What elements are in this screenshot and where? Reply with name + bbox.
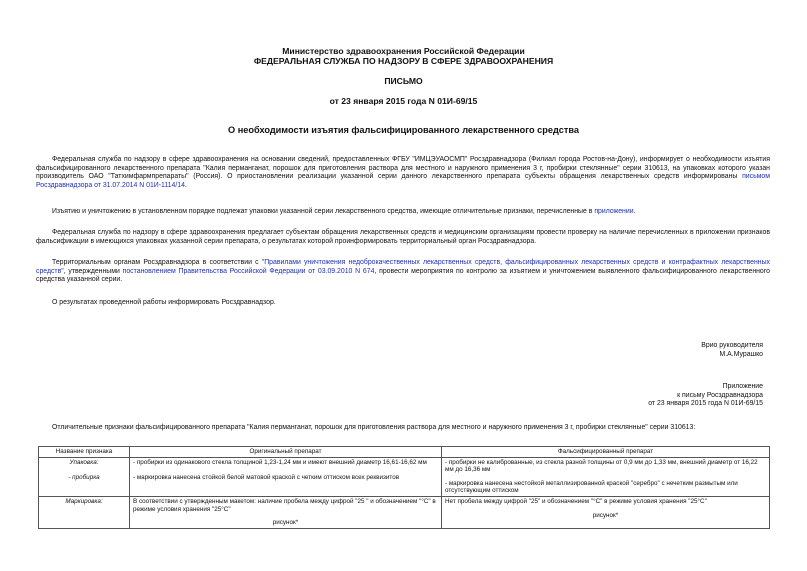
original-marking: - маркировка нанесена стойкой белой матовой краской с четким оттиском всех реквизитов (133, 474, 400, 482)
header-original: Оригинальный препарат (130, 447, 442, 458)
paragraph-4-text-c: , провести мероприятия по контролю за изъятием и уничтожением выявленного фальсифицированного лекарственного средства указанной серии. (36, 267, 770, 284)
paragraph-1-end: . (184, 181, 187, 189)
feature-packaging: Упаковка: (69, 458, 99, 466)
row-2-falsified (442, 496, 770, 528)
service-heading: ФЕДЕРАЛЬНАЯ СЛУЖБА ПО НАДЗОРУ В СФЕРЕ ЗДРАВООХРАНЕНИЯ (253, 56, 554, 66)
feature-tube: - пробирка (68, 474, 100, 482)
paragraph-2 (36, 208, 770, 217)
document-type: ПИСЬМО (384, 76, 423, 86)
row-2-feature: Маркировка: (39, 496, 130, 528)
signature-block (463, 342, 763, 359)
paragraph-4-text-a: Территориальным органам Росздравнадзора в соответствии с (52, 259, 262, 266)
falsified-tube-glass: - пробирки не калиброванные, из стекла разной толщины от 0,9 мм до 1,33 мм, внешний диаметр от 16,22 мм до 16,36 мм (445, 458, 758, 474)
signature-name: М.А.Мурашко (719, 350, 763, 358)
appendix-link[interactable]: приложении (594, 208, 634, 215)
header-feature-name: Название признака (39, 447, 130, 458)
table-row (39, 457, 770, 496)
paragraph-2-text: Изъятию и уничтожению в установленном порядке подлежат упаковки указанной серии лекарственного средства, имеющие отличительные признаки, перечисленные в (52, 208, 595, 215)
paragraph-5: О результатах проведенной работы информировать Росздравнадзор. (52, 299, 276, 306)
original-tube-glass: - пробирки из одинакового стекла толщиной 1,23-1,24 мм и имеют внешний диаметр 16,61-16,62 мм (133, 458, 427, 466)
paragraph-4-text-b: , утвержденными (63, 267, 123, 275)
appendix-heading (463, 383, 763, 409)
row-1-falsified (442, 457, 770, 496)
appendix-date-number: от 23 января 2015 года N 01И-69/15 (648, 400, 763, 408)
destruction-rules-link[interactable]: "Правилами уничтожения недоброкачественных лекарственных средств, фальсифицированных лекарственных средств и контрафактных лекарственных средств" (36, 259, 770, 275)
falsified-storage-marking: Нет пробела между цифрой "25" и обозначением "°С" в режиме условия хранения "25°С" (445, 497, 707, 505)
paragraph-1-text: Федеральная служба по надзору в сфере здравоохранения на основании сведений, предоставленных ФГБУ "ИМЦЭУАОСМП" Росздравнадзора (Филиал города Ростов-на-Дону), информирует о необходимости изъятия фальсифицированного лекарственного препарата "Калия перманганат, порошок для приготовления раствора для местного и наружного применения 3 г, пробирки стеклянные" серии 310613, на упаковках которого указан производитель ОАО "Татхимфармпрепараты" (Россия). О приостановлении реализации указанной серии данного лекарственного препарата субъекты обращения лекарственных средств информированы (36, 156, 770, 181)
document-date-number: от 23 января 2015 года N 01И-69/15 (329, 96, 478, 106)
row-1-original (130, 457, 442, 496)
falsified-marking: - маркировка нанесена нестойкой металлизированной краской "серебро" с нечетким размытым или отсутствующим оттиском (445, 479, 738, 495)
appendix-reference: к письму Росздравнадзора (677, 391, 763, 399)
paragraph-3: Федеральная служба по надзору в сфере здравоохранения предлагает субъектам обращения лекарственных средств и медицинским организациям провести проверку на наличие перечисленных в приложении признаков фальсификации в имеющихся упаковках указанной серии препарата, о результатах которой проинформировать территориальный орган Росздравнадзора. (36, 229, 770, 245)
row-1-feature (39, 457, 130, 496)
paragraph-4 (36, 259, 770, 285)
government-decree-link[interactable]: постановлением Правительства Российской Федерации от 03.09.2010 N 674 (122, 267, 375, 275)
page-title: О необходимости изъятия фальсифицированного лекарственного средства (228, 125, 579, 135)
paragraph-2-end: . (633, 208, 636, 215)
paragraph-1 (36, 156, 770, 190)
features-table (38, 446, 770, 529)
header-falsified: Фальсифицированный препарат (442, 447, 770, 458)
appendix-label: Приложение (722, 383, 763, 390)
appendix-intro: Отличительные признаки фальсифицированного препарата "Калия перманганат, порошок для приготовления раствора для местного и наружного применения 3 г, пробирки стеклянные" серии 310613: (52, 424, 696, 431)
original-figure-caption: рисунок* (272, 519, 299, 527)
table-header-row (39, 447, 770, 458)
ministry-heading: Министерство здравоохранения Российской Федерации (282, 46, 525, 56)
signature-position: Врио руководителя (701, 342, 763, 349)
letter-link[interactable]: письмом Росздравнадзора от 31.07.2014 N 01И-1114/14 (36, 173, 770, 189)
row-2-original (130, 496, 442, 528)
table-row (39, 496, 770, 528)
falsified-figure-caption: рисунок* (592, 511, 619, 519)
original-storage-marking: В соответствии с утвержденным макетом: наличие пробела между цифрой "25 " и обозначением "°С" в режиме условия хранения "25°С" (133, 497, 436, 513)
